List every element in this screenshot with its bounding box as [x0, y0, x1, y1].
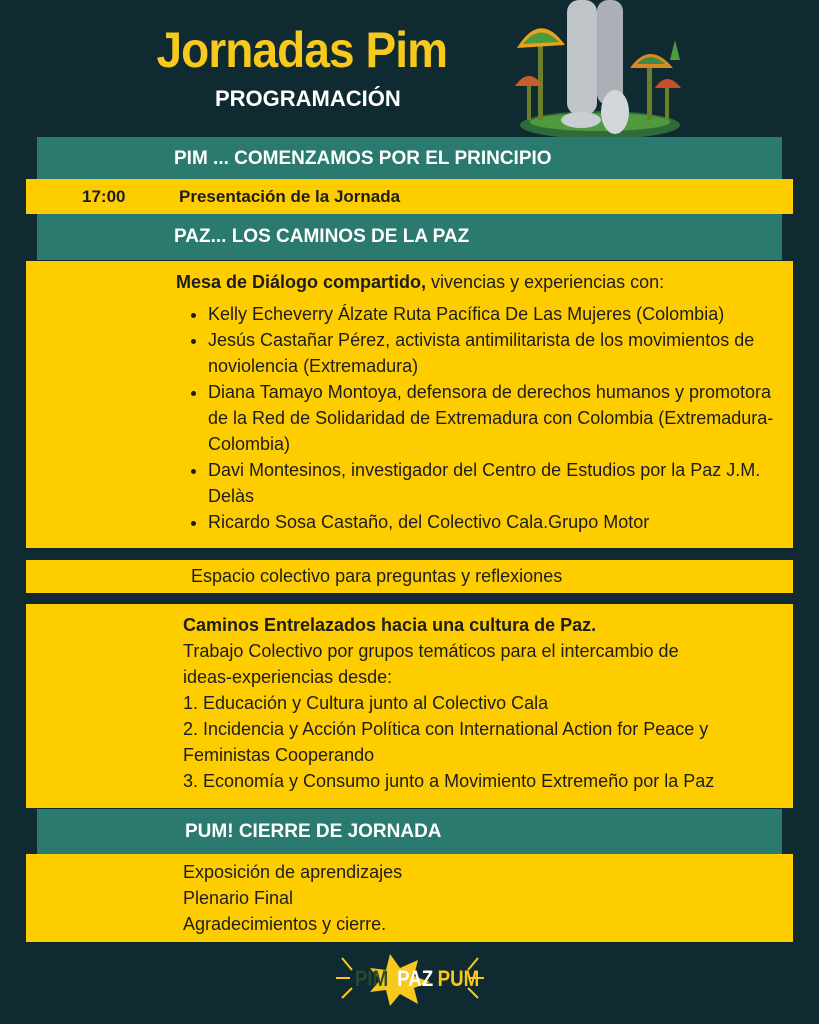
schedule-time: 17:00	[82, 186, 126, 206]
mesa-intro-bold: Mesa de Diálogo compartido,	[176, 272, 427, 292]
section-heading-paz-text: PAZ... LOS CAMINOS DE LA PAZ	[174, 226, 470, 247]
list-item: • Diana Tamayo Montoya, defensora de derechos humanos y promotora de la Red de Solidaridad de Extremadura con Colombia (Extremadura-Colombia)	[208, 379, 793, 457]
mesa-intro-rest: vivencias y experiencias con:	[426, 272, 665, 292]
page-title: Jornadas Pim	[156, 22, 448, 78]
schedule-label: Presentación de la Jornada	[179, 186, 401, 206]
list-item: • Ricardo Sosa Castaño, del Colectivo Cala.Grupo Motor	[208, 509, 793, 535]
section-heading-paz	[37, 214, 782, 260]
caminos-line: 3. Economía y Consumo junto a Movimiento Extremeño por la Paz	[183, 771, 715, 791]
section-heading-pum-text: PUM! CIERRE DE JORNADA	[185, 821, 442, 842]
list-item: • Jesús Castañar Pérez, activista antimilitarista de los movimientos de noviolencia (Extremadura)	[208, 327, 793, 379]
cierre-line: Plenario Final	[183, 888, 294, 908]
logo-word-paz: PAZ	[397, 966, 434, 991]
page-subtitle: PROGRAMACIÓN	[215, 86, 401, 111]
mushroom-feet-illustration	[505, 0, 695, 140]
logo-word-pum: PUM	[437, 966, 480, 991]
caminos-line: Trabajo Colectivo por grupos temáticos para el intercambio de	[183, 641, 679, 661]
schedule-row-presentacion	[26, 179, 793, 214]
cierre-line: Exposición de aprendizajes	[183, 862, 403, 882]
caminos-heading: Caminos Entrelazados hacia una cultura de Paz.	[183, 615, 597, 635]
caminos-line: ideas-experiencias desde:	[183, 667, 393, 687]
cierre-line: Agradecimientos y cierre.	[183, 914, 387, 934]
cierre-block	[26, 854, 793, 942]
mesa-intro	[176, 269, 793, 295]
list-item: • Davi Montesinos, investigador del Centro de Estudios por la Paz J.M. Delàs	[208, 457, 793, 509]
caminos-line: 2. Incidencia y Acción Política con International Action for Peace y	[183, 719, 709, 739]
espacio-colectivo-row	[26, 560, 793, 593]
espacio-colectivo-text: Espacio colectivo para preguntas y reflexiones	[191, 566, 563, 586]
caminos-block	[26, 604, 793, 808]
mesa-dialogo-block	[26, 261, 793, 548]
section-heading-pim-text: PIM ... COMENZAMOS POR EL PRINCIPIO	[174, 148, 552, 169]
section-heading-pim	[37, 137, 782, 181]
logo-word-pim: PIM	[354, 966, 389, 991]
pim-paz-pum-logo	[330, 948, 490, 1008]
participant-list	[176, 301, 793, 535]
caminos-line: Feministas Cooperando	[183, 745, 375, 765]
section-heading-pum	[37, 809, 782, 855]
list-item: • Kelly Echeverry Álzate Ruta Pacífica De Las Mujeres (Colombia)	[208, 301, 793, 327]
caminos-line: 1. Educación y Cultura junto al Colectivo Cala	[183, 693, 549, 713]
